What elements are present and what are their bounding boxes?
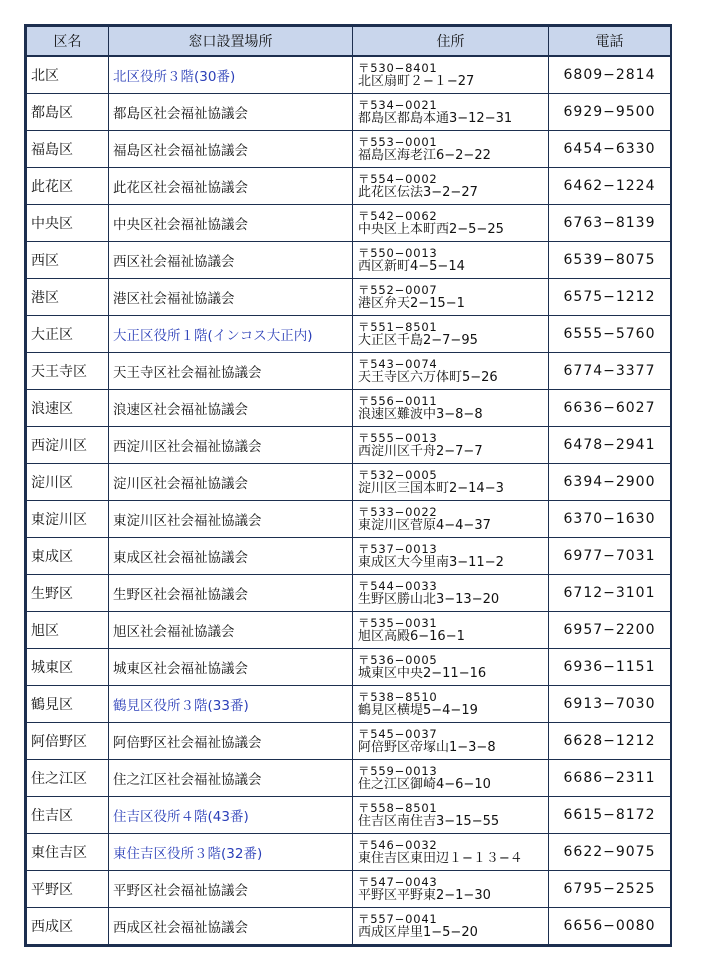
address-cell (353, 649, 549, 686)
contact-table-container (24, 24, 672, 947)
table-row (27, 168, 671, 205)
table-row (27, 649, 671, 686)
phone-number: 6977−7031 (549, 538, 671, 575)
table-row (27, 686, 671, 723)
table-row (27, 316, 671, 353)
table-row (27, 501, 671, 538)
street-address: 東淀川区菅原4−4−37 (358, 518, 491, 533)
address-cell (353, 316, 549, 353)
ward-name: 北区 (27, 56, 109, 94)
address-cell (353, 168, 549, 205)
address-cell (353, 353, 549, 390)
address-cell (353, 205, 549, 242)
ward-name: 中央区 (27, 205, 109, 242)
phone-number: 6809−2814 (549, 56, 671, 94)
postal-code: 〒552−0007 (358, 283, 438, 297)
address-cell (353, 723, 549, 760)
contact-table (26, 26, 671, 945)
street-address: 西成区岸里1−5−20 (358, 925, 478, 940)
council-location: 城東区社会福祉協議会 (109, 649, 353, 686)
ward-name: 城東区 (27, 649, 109, 686)
address-cell (353, 538, 549, 575)
council-location: 西区社会福祉協議会 (109, 242, 353, 279)
table-row (27, 427, 671, 464)
table-row (27, 834, 671, 871)
postal-code: 〒535−0031 (358, 616, 438, 630)
street-address: 天王寺区六万体町5−26 (358, 370, 498, 385)
postal-code: 〒555−0013 (358, 431, 438, 445)
table-row (27, 612, 671, 649)
phone-number: 6622−9075 (549, 834, 671, 871)
ward-name: 生野区 (27, 575, 109, 612)
table-row (27, 575, 671, 612)
street-address: 浪速区難波中3−8−8 (358, 407, 483, 422)
postal-code: 〒533−0022 (358, 505, 438, 519)
council-location: 淀川区社会福祉協議会 (109, 464, 353, 501)
phone-number: 6539−8075 (549, 242, 671, 279)
council-location: 阿倍野区社会福祉協議会 (109, 723, 353, 760)
phone-number: 6763−8139 (549, 205, 671, 242)
address-cell (353, 131, 549, 168)
council-location: 平野区社会福祉協議会 (109, 871, 353, 908)
postal-code: 〒553−0001 (358, 135, 438, 149)
table-row (27, 538, 671, 575)
table-row (27, 797, 671, 834)
street-address: 港区弁天2−15−1 (358, 296, 465, 311)
address-cell (353, 390, 549, 427)
office-location: 大正区役所１階(インコス大正内) (109, 316, 353, 353)
postal-code: 〒532−0005 (358, 468, 438, 482)
address-cell (353, 834, 549, 871)
ward-name: 淀川区 (27, 464, 109, 501)
street-address: 淀川区三国本町2−14−3 (358, 481, 504, 496)
council-location: 福島区社会福祉協議会 (109, 131, 353, 168)
phone-number: 6929−9500 (549, 94, 671, 131)
address-cell (353, 242, 549, 279)
street-address: 東成区大今里南3−11−2 (358, 555, 504, 570)
table-row (27, 390, 671, 427)
phone-number: 6615−8172 (549, 797, 671, 834)
phone-number: 6575−1212 (549, 279, 671, 316)
street-address: 生野区勝山北3−13−20 (358, 592, 500, 607)
council-location: 西淀川区社会福祉協議会 (109, 427, 353, 464)
council-location: 都島区社会福祉協議会 (109, 94, 353, 131)
street-address: 西淀川区千舟2−7−7 (358, 444, 483, 459)
ward-name: 此花区 (27, 168, 109, 205)
table-body (27, 56, 671, 945)
postal-code: 〒543−0074 (358, 357, 438, 371)
postal-code: 〒538−8510 (358, 690, 438, 704)
table-row (27, 908, 671, 945)
phone-number: 6774−3377 (549, 353, 671, 390)
postal-code: 〒556−0011 (358, 394, 438, 408)
street-address: 此花区伝法3−2−27 (358, 185, 478, 200)
table-header (27, 27, 671, 57)
address-cell (353, 427, 549, 464)
street-address: 福島区海老江6−2−22 (358, 148, 491, 163)
ward-name: 大正区 (27, 316, 109, 353)
street-address: 城東区中央2−11−16 (358, 666, 487, 681)
postal-code: 〒530−8401 (358, 61, 438, 75)
address-cell (353, 575, 549, 612)
header-ward: 区名 (27, 27, 109, 57)
ward-name: 福島区 (27, 131, 109, 168)
ward-name: 西成区 (27, 908, 109, 945)
postal-code: 〒558−8501 (358, 801, 438, 815)
address-cell (353, 56, 549, 94)
office-location: 鶴見区役所３階(33番) (109, 686, 353, 723)
ward-name: 天王寺区 (27, 353, 109, 390)
table-row (27, 131, 671, 168)
address-cell (353, 279, 549, 316)
address-cell (353, 797, 549, 834)
table-row (27, 279, 671, 316)
street-address: 都島区都島本通3−12−31 (358, 111, 513, 126)
phone-number: 6628−1212 (549, 723, 671, 760)
street-address: 住之江区御崎4−6−10 (358, 777, 491, 792)
ward-name: 東成区 (27, 538, 109, 575)
council-location: 東淀川区社会福祉協議会 (109, 501, 353, 538)
phone-number: 6656−0080 (549, 908, 671, 945)
table-row (27, 242, 671, 279)
header-place: 窓口設置場所 (109, 27, 353, 57)
phone-number: 6686−2311 (549, 760, 671, 797)
table-row (27, 760, 671, 797)
postal-code: 〒536−0005 (358, 653, 438, 667)
phone-number: 6795−2525 (549, 871, 671, 908)
table-row (27, 871, 671, 908)
street-address: 住吉区南住吉3−15−55 (358, 814, 500, 829)
ward-name: 旭区 (27, 612, 109, 649)
postal-code: 〒537−0013 (358, 542, 438, 556)
header-address: 住所 (353, 27, 549, 57)
ward-name: 平野区 (27, 871, 109, 908)
street-address: 東住吉区東田辺１−１３−４ (358, 851, 523, 866)
postal-code: 〒550−0013 (358, 246, 438, 260)
ward-name: 浪速区 (27, 390, 109, 427)
ward-name: 東淀川区 (27, 501, 109, 538)
address-cell (353, 686, 549, 723)
ward-name: 西淀川区 (27, 427, 109, 464)
table-row (27, 56, 671, 94)
phone-number: 6712−3101 (549, 575, 671, 612)
postal-code: 〒546−0032 (358, 838, 438, 852)
address-cell (353, 94, 549, 131)
council-location: 此花区社会福祉協議会 (109, 168, 353, 205)
office-location: 北区役所３階(30番) (109, 56, 353, 94)
street-address: 旭区高殿6−16−1 (358, 629, 465, 644)
street-address: 中央区上本町西2−5−25 (358, 222, 504, 237)
street-address: 北区扇町２−１−27 (358, 74, 475, 89)
table-row (27, 464, 671, 501)
address-cell (353, 501, 549, 538)
phone-number: 6370−1630 (549, 501, 671, 538)
phone-number: 6957−2200 (549, 612, 671, 649)
council-location: 浪速区社会福祉協議会 (109, 390, 353, 427)
council-location: 西成区社会福祉協議会 (109, 908, 353, 945)
postal-code: 〒545−0037 (358, 727, 438, 741)
ward-name: 鶴見区 (27, 686, 109, 723)
ward-name: 港区 (27, 279, 109, 316)
postal-code: 〒534−0021 (358, 98, 438, 112)
office-location: 住吉区役所４階(43番) (109, 797, 353, 834)
postal-code: 〒557−0041 (358, 912, 438, 926)
phone-number: 6462−1224 (549, 168, 671, 205)
street-address: 平野区平野東2−1−30 (358, 888, 491, 903)
phone-number: 6454−6330 (549, 131, 671, 168)
ward-name: 住之江区 (27, 760, 109, 797)
postal-code: 〒554−0002 (358, 172, 438, 186)
table-row (27, 94, 671, 131)
postal-code: 〒544−0033 (358, 579, 438, 593)
council-location: 港区社会福祉協議会 (109, 279, 353, 316)
street-address: 鶴見区横堤5−4−19 (358, 703, 478, 718)
council-location: 中央区社会福祉協議会 (109, 205, 353, 242)
postal-code: 〒559−0013 (358, 764, 438, 778)
address-cell (353, 612, 549, 649)
phone-number: 6936−1151 (549, 649, 671, 686)
phone-number: 6636−6027 (549, 390, 671, 427)
ward-name: 都島区 (27, 94, 109, 131)
phone-number: 6913−7030 (549, 686, 671, 723)
council-location: 旭区社会福祉協議会 (109, 612, 353, 649)
header-phone: 電話 (549, 27, 671, 57)
postal-code: 〒547−0043 (358, 875, 438, 889)
ward-name: 西区 (27, 242, 109, 279)
address-cell (353, 908, 549, 945)
ward-name: 東住吉区 (27, 834, 109, 871)
office-location: 東住吉区役所３階(32番) (109, 834, 353, 871)
address-cell (353, 760, 549, 797)
postal-code: 〒542−0062 (358, 209, 438, 223)
address-cell (353, 464, 549, 501)
table-row (27, 723, 671, 760)
council-location: 天王寺区社会福祉協議会 (109, 353, 353, 390)
phone-number: 6555−5760 (549, 316, 671, 353)
street-address: 阿倍野区帝塚山1−3−8 (358, 740, 496, 755)
table-row (27, 353, 671, 390)
address-cell (353, 871, 549, 908)
council-location: 生野区社会福祉協議会 (109, 575, 353, 612)
street-address: 西区新町4−5−14 (358, 259, 465, 274)
council-location: 住之江区社会福祉協議会 (109, 760, 353, 797)
postal-code: 〒551−8501 (358, 320, 438, 334)
header-row (27, 27, 671, 57)
phone-number: 6394−2900 (549, 464, 671, 501)
phone-number: 6478−2941 (549, 427, 671, 464)
table-row (27, 205, 671, 242)
ward-name: 阿倍野区 (27, 723, 109, 760)
ward-name: 住吉区 (27, 797, 109, 834)
council-location: 東成区社会福祉協議会 (109, 538, 353, 575)
street-address: 大正区千島2−7−95 (358, 333, 478, 348)
